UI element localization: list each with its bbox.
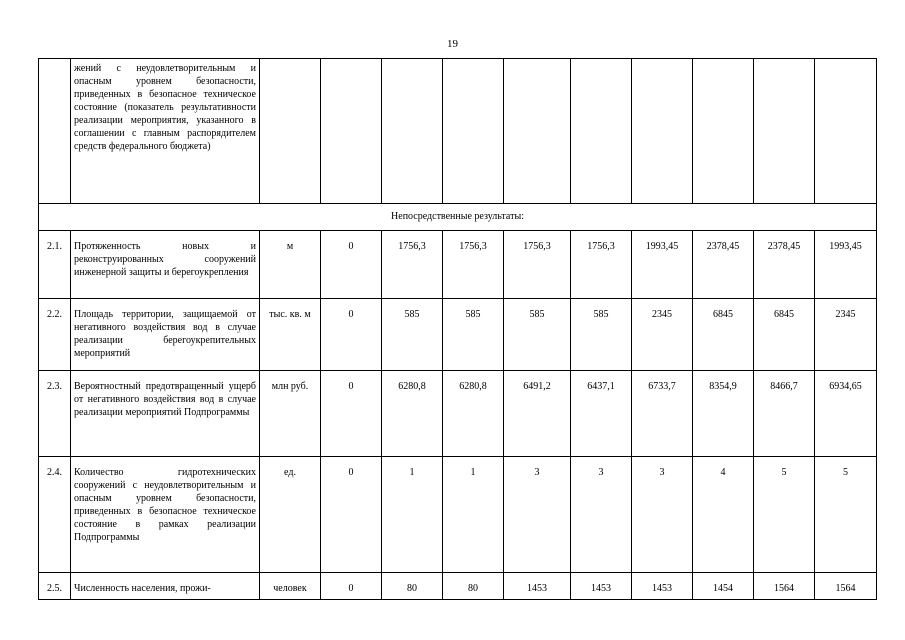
row-name: Количество гидротехнических сооружений с неудовлетворительным и опасным уровнем безопасности, приведенных в безопасное техническое состояние в рамках реализации Подпрограммы	[71, 457, 260, 573]
value-cell: 2345	[632, 299, 693, 371]
value-cell: 585	[382, 299, 443, 371]
value-cell: 2378,45	[754, 231, 815, 299]
value-cell: 3	[571, 457, 632, 573]
row-index: 2.1.	[39, 231, 71, 299]
value-cell: 3	[632, 457, 693, 573]
value-cell: 3	[504, 457, 571, 573]
value-cell: 1756,3	[571, 231, 632, 299]
value-cell: 5	[815, 457, 877, 573]
value-cell: 1756,3	[443, 231, 504, 299]
value-cell: 1	[443, 457, 504, 573]
row-index: 2.5.	[39, 573, 71, 600]
value-cell: 6437,1	[571, 371, 632, 457]
value-cell: 6845	[754, 299, 815, 371]
value-cell: 1993,45	[632, 231, 693, 299]
value-cell: 6491,2	[504, 371, 571, 457]
page-number: 19	[447, 38, 458, 50]
section-title: Непосредственные результаты:	[39, 204, 877, 231]
value-cell: 585	[443, 299, 504, 371]
value-cell: 6280,8	[382, 371, 443, 457]
value-cell: 585	[504, 299, 571, 371]
row-unit: ед.	[260, 457, 321, 573]
value-cell: 1756,3	[382, 231, 443, 299]
value-cell: 1564	[815, 573, 877, 600]
table-row	[39, 457, 877, 573]
value-cell: 0	[321, 371, 382, 457]
value-cell: 6733,7	[632, 371, 693, 457]
value-cell: 5	[754, 457, 815, 573]
value-cell: 1	[382, 457, 443, 573]
value-cell: 1993,45	[815, 231, 877, 299]
value-cell: 1564	[754, 573, 815, 600]
section-row	[39, 204, 877, 231]
indicators-table	[38, 58, 877, 600]
value-cell: 8466,7	[754, 371, 815, 457]
value-cell: 4	[693, 457, 754, 573]
row-index: 2.4.	[39, 457, 71, 573]
row-index: 2.3.	[39, 371, 71, 457]
row-unit: человек	[260, 573, 321, 600]
row-unit: м	[260, 231, 321, 299]
value-cell: 6845	[693, 299, 754, 371]
value-cell: 1454	[693, 573, 754, 600]
row-name: Вероятностный предотвращенный ущерб от негативного воздействия вод в случае реализации мероприятий Подпрограммы	[71, 371, 260, 457]
value-cell: 1453	[632, 573, 693, 600]
table-row	[39, 299, 877, 371]
value-cell: 80	[443, 573, 504, 600]
table-row	[39, 59, 877, 204]
continued-text-cell: жений с неудовлетворительным и опасным уровнем безопасности, приведенных в безопасное техническое состояние (показатель результативности реализации мероприятия, указанного в соглашении с главным распорядителем средств федерального бюджета)	[71, 59, 260, 204]
row-unit: млн руб.	[260, 371, 321, 457]
value-cell: 0	[321, 231, 382, 299]
value-cell: 8354,9	[693, 371, 754, 457]
value-cell: 1453	[504, 573, 571, 600]
value-cell: 2378,45	[693, 231, 754, 299]
value-cell: 585	[571, 299, 632, 371]
row-name: Численность населения, прожи-	[71, 573, 260, 600]
row-name: Площадь территории, защищаемой от негативного воздействия вод в случае реализации берегоукрепительных мероприятий	[71, 299, 260, 371]
row-name: Протяженность новых и реконструированных сооружений инженерной защиты и берегоукрепления	[71, 231, 260, 299]
value-cell: 80	[382, 573, 443, 600]
index-cell	[39, 59, 71, 204]
value-cell: 1453	[571, 573, 632, 600]
row-unit: тыс. кв. м	[260, 299, 321, 371]
value-cell: 0	[321, 457, 382, 573]
value-cell: 0	[321, 573, 382, 600]
table-row	[39, 231, 877, 299]
table-row	[39, 573, 877, 600]
value-cell: 0	[321, 299, 382, 371]
table-row	[39, 371, 877, 457]
value-cell: 6280,8	[443, 371, 504, 457]
value-cell: 6934,65	[815, 371, 877, 457]
value-cell: 2345	[815, 299, 877, 371]
row-index: 2.2.	[39, 299, 71, 371]
value-cell: 1756,3	[504, 231, 571, 299]
